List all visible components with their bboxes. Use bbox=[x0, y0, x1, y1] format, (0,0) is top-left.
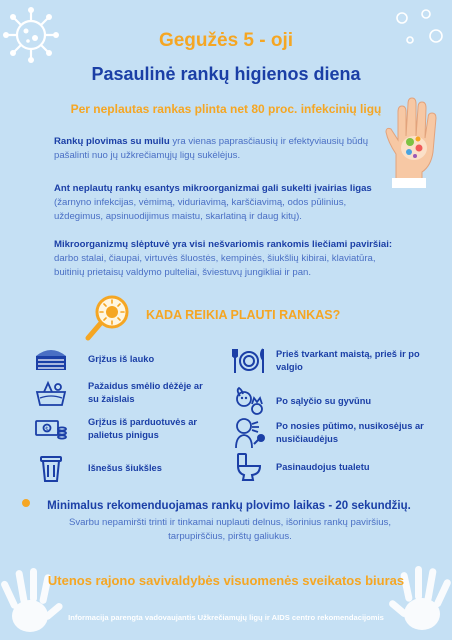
magnifier-virus-icon bbox=[84, 294, 134, 342]
when-item-sneeze-label: Po nosies pūtimo, nusikosėjus ar nusičiaudėjus bbox=[276, 421, 424, 444]
toilet-icon bbox=[232, 452, 266, 482]
when-item-sandbox bbox=[34, 378, 206, 408]
paragraph-microorganisms-text: (žarnyno infekcijas, vėmimą, viduriavimą, karščiavimą, odos pūlinius, uždegimus, apsinuodijimus maistu, skarlatiną ir daug kitų). bbox=[54, 197, 347, 222]
when-item-trash-label: Išnešus šiukšles bbox=[88, 462, 162, 473]
when-item-pet bbox=[232, 386, 426, 416]
when-item-food bbox=[232, 346, 426, 376]
washing-time-note: Svarbu nepamiršti trinti ir tinkamai nuplauti delnus, išorinius rankų paviršius, tarpupirščius, pirštų galiukus. bbox=[68, 517, 392, 542]
page-title: Pasaulinė rankų higienos diena bbox=[91, 64, 361, 84]
when-item-sneeze bbox=[232, 418, 436, 448]
money-icon bbox=[34, 414, 68, 444]
when-item-money-label: Grįžus iš parduotuvės ar palietus pinigus bbox=[88, 417, 198, 440]
organization-name: Utenos rajono savivaldybės visuomenės sveikatos biuras bbox=[47, 573, 405, 588]
subtitle: Per neplautas rankas plinta net 80 proc. infekcinių ligų bbox=[70, 102, 382, 116]
paragraph-surfaces-bold: Mikroorganizmų slėptuvė yra visi nešvariomis rankomis liečiami paviršiai: bbox=[54, 239, 393, 250]
svg-text:$: $ bbox=[45, 426, 49, 433]
when-item-sandbox-label: Pažaidus smėlio dėžėje ar su žaislais bbox=[88, 381, 203, 404]
paragraph-handwashing bbox=[54, 135, 384, 163]
when-item-pet-label: Po sąlyčio su gyvūnu bbox=[276, 395, 372, 406]
paragraph-surfaces bbox=[54, 238, 394, 280]
question-heading: KADA REIKIA PLAUTI RANKAS? bbox=[146, 308, 341, 322]
when-item-food-label: Prieš tvarkant maistą, prieš ir po valgio bbox=[276, 349, 420, 372]
sandbox-icon bbox=[34, 378, 68, 408]
paragraph-microorganisms-bold: Ant neplautų rankų esantys mikroorganizmai gali sukelti įvairias ligas bbox=[54, 183, 372, 194]
when-item-toilet-label: Pasinaudojus tualetu bbox=[276, 461, 370, 472]
plate-cutlery-icon bbox=[232, 346, 266, 376]
germ-hand-icon bbox=[382, 96, 442, 192]
field-icon bbox=[34, 344, 68, 374]
source-note: Informacija parengta vadovaujantis Užkrečiamųjų ligų ir AIDS centro rekomendacijomis bbox=[68, 613, 384, 622]
trash-icon bbox=[34, 453, 68, 483]
sneeze-icon bbox=[232, 418, 266, 448]
paragraph-handwashing-text: yra vienas paprasčiausių ir efektyviausių būdų pašalinti nuo jų užkrečiamųjų ligų sukėlėjus. bbox=[54, 136, 369, 161]
paragraph-microorganisms bbox=[54, 182, 384, 224]
when-item-outdoors-label: Grįžus iš lauko bbox=[88, 353, 155, 364]
when-item-toilet bbox=[232, 452, 426, 482]
pet-icon bbox=[232, 386, 266, 416]
when-item-outdoors bbox=[34, 344, 208, 374]
when-item-money bbox=[34, 414, 206, 444]
paragraph-surfaces-text: darbo stalai, čiaupai, virtuvės šluostės, kempinės, šiukšlių kibirai, klaviatūra, buitinių prietaisų valdymo pulteliai, šviestuvų jungikliai ir pan. bbox=[54, 253, 376, 278]
handprint-right-icon bbox=[380, 556, 452, 640]
date-heading: Gegužės 5 - oji bbox=[158, 30, 294, 51]
washing-time-headline: Minimalus rekomenduojamas rankų plovimo laikas - 20 sekundžių. bbox=[47, 500, 411, 512]
paragraph-handwashing-bold: Rankų plovimas su muilu bbox=[54, 136, 170, 147]
when-item-trash bbox=[34, 453, 206, 483]
